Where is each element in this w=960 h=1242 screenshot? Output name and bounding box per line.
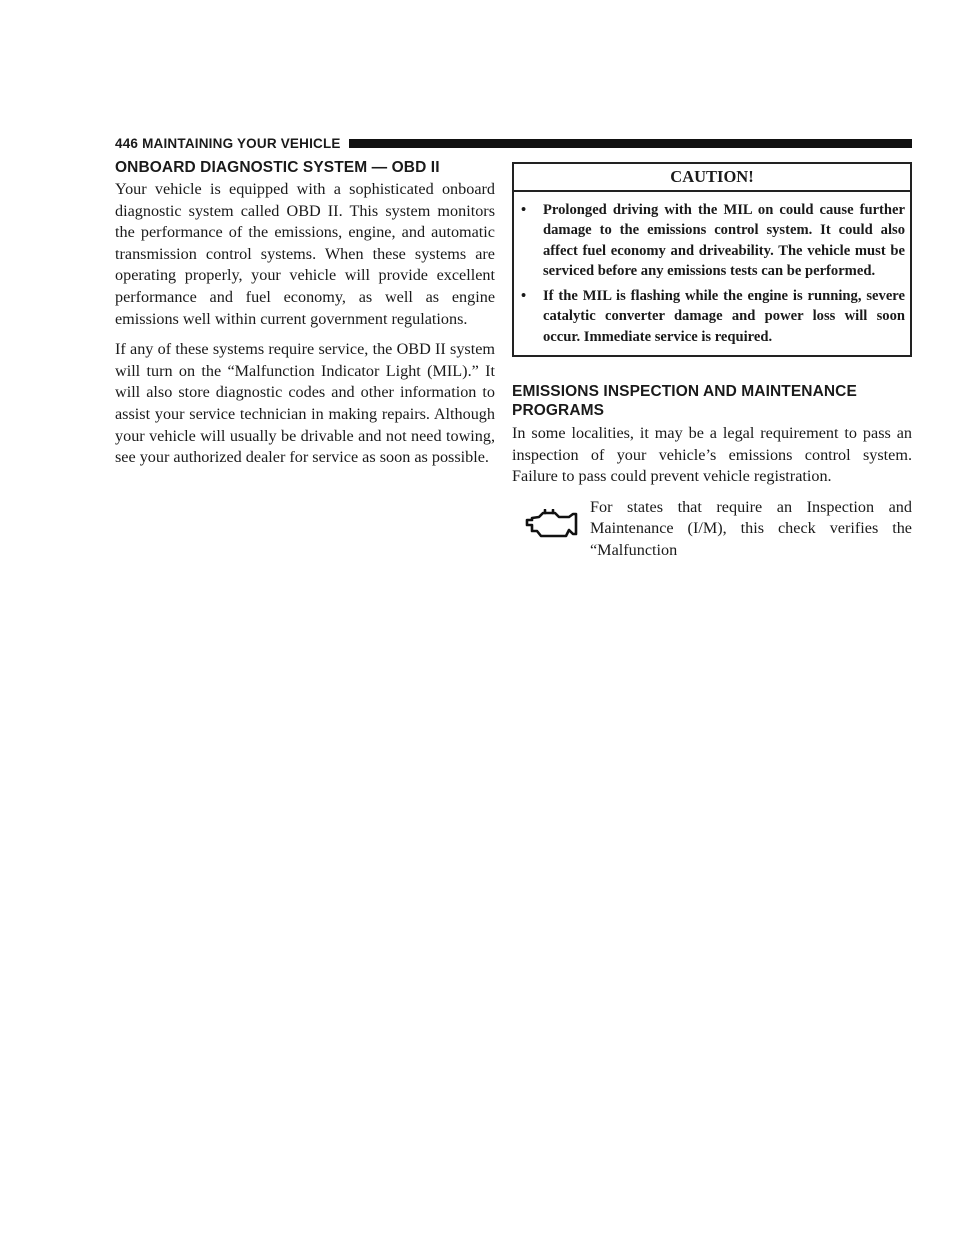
emissions-heading-line-2: PROGRAMS xyxy=(512,401,605,419)
header-rule xyxy=(349,139,912,148)
page-number-section: 446 MAINTAINING YOUR VEHICLE xyxy=(115,136,341,151)
emissions-heading-line-1: EMISSIONS INSPECTION AND MAINTENANCE xyxy=(512,383,857,401)
caution-list xyxy=(514,192,910,355)
caution-item xyxy=(519,200,905,281)
obd-heading: ONBOARD DIAGNOSTIC SYSTEM — OBD II xyxy=(115,159,440,176)
emissions-section xyxy=(512,383,912,562)
caution-item-text: If the MIL is flashing while the engine is running, severe catalytic converter damage and power loss will soon occur. Immediate service is required. xyxy=(543,288,905,345)
left-column xyxy=(115,158,495,469)
right-column xyxy=(512,162,912,562)
emissions-paragraph: In some localities, it may be a legal requirement to pass an inspection of your vehicle’s emissions control system. Failure to pass could prevent vehicle registration. xyxy=(512,424,912,486)
obd-paragraph-1: Your vehicle is equipped with a sophisticated onboard diagnostic system called OBD II. This system monitors the performance of the emissions, engine, and automatic transmission control systems. When these systems are operating properly, your vehicle will provide excellent performance and fuel economy, as well as engine emissions well within current government regulations. xyxy=(115,180,495,328)
page-header xyxy=(115,136,912,151)
bullet: • xyxy=(521,202,527,218)
caution-item-text: Prolonged driving with the MIL on could cause further damage to the emissions control system. It could also affect fuel economy and driveability. The vehicle must be serviced before any emissions tests can be performed. xyxy=(543,202,905,279)
obd-paragraph-2: If any of these systems require service, the OBD II system will turn on the “Malfunction Indicator Light (MIL).” It will also store diagnostic codes and other information to assist your service technician in making repairs. Although your vehicle will usually be drivable and not need towing, see your authorized dealer for service as soon as possible. xyxy=(115,340,495,467)
emissions-heading xyxy=(512,383,912,420)
engine-check-icon xyxy=(523,509,579,539)
caution-title: CAUTION! xyxy=(514,164,910,192)
caution-item xyxy=(519,286,905,347)
icon-paragraph xyxy=(512,497,912,562)
bullet: • xyxy=(521,288,527,305)
icon-paragraph-text: For states that require an Inspection and Maintenance (I/M), this check verifies the “Malfunction xyxy=(590,497,912,560)
caution-box xyxy=(512,162,912,357)
